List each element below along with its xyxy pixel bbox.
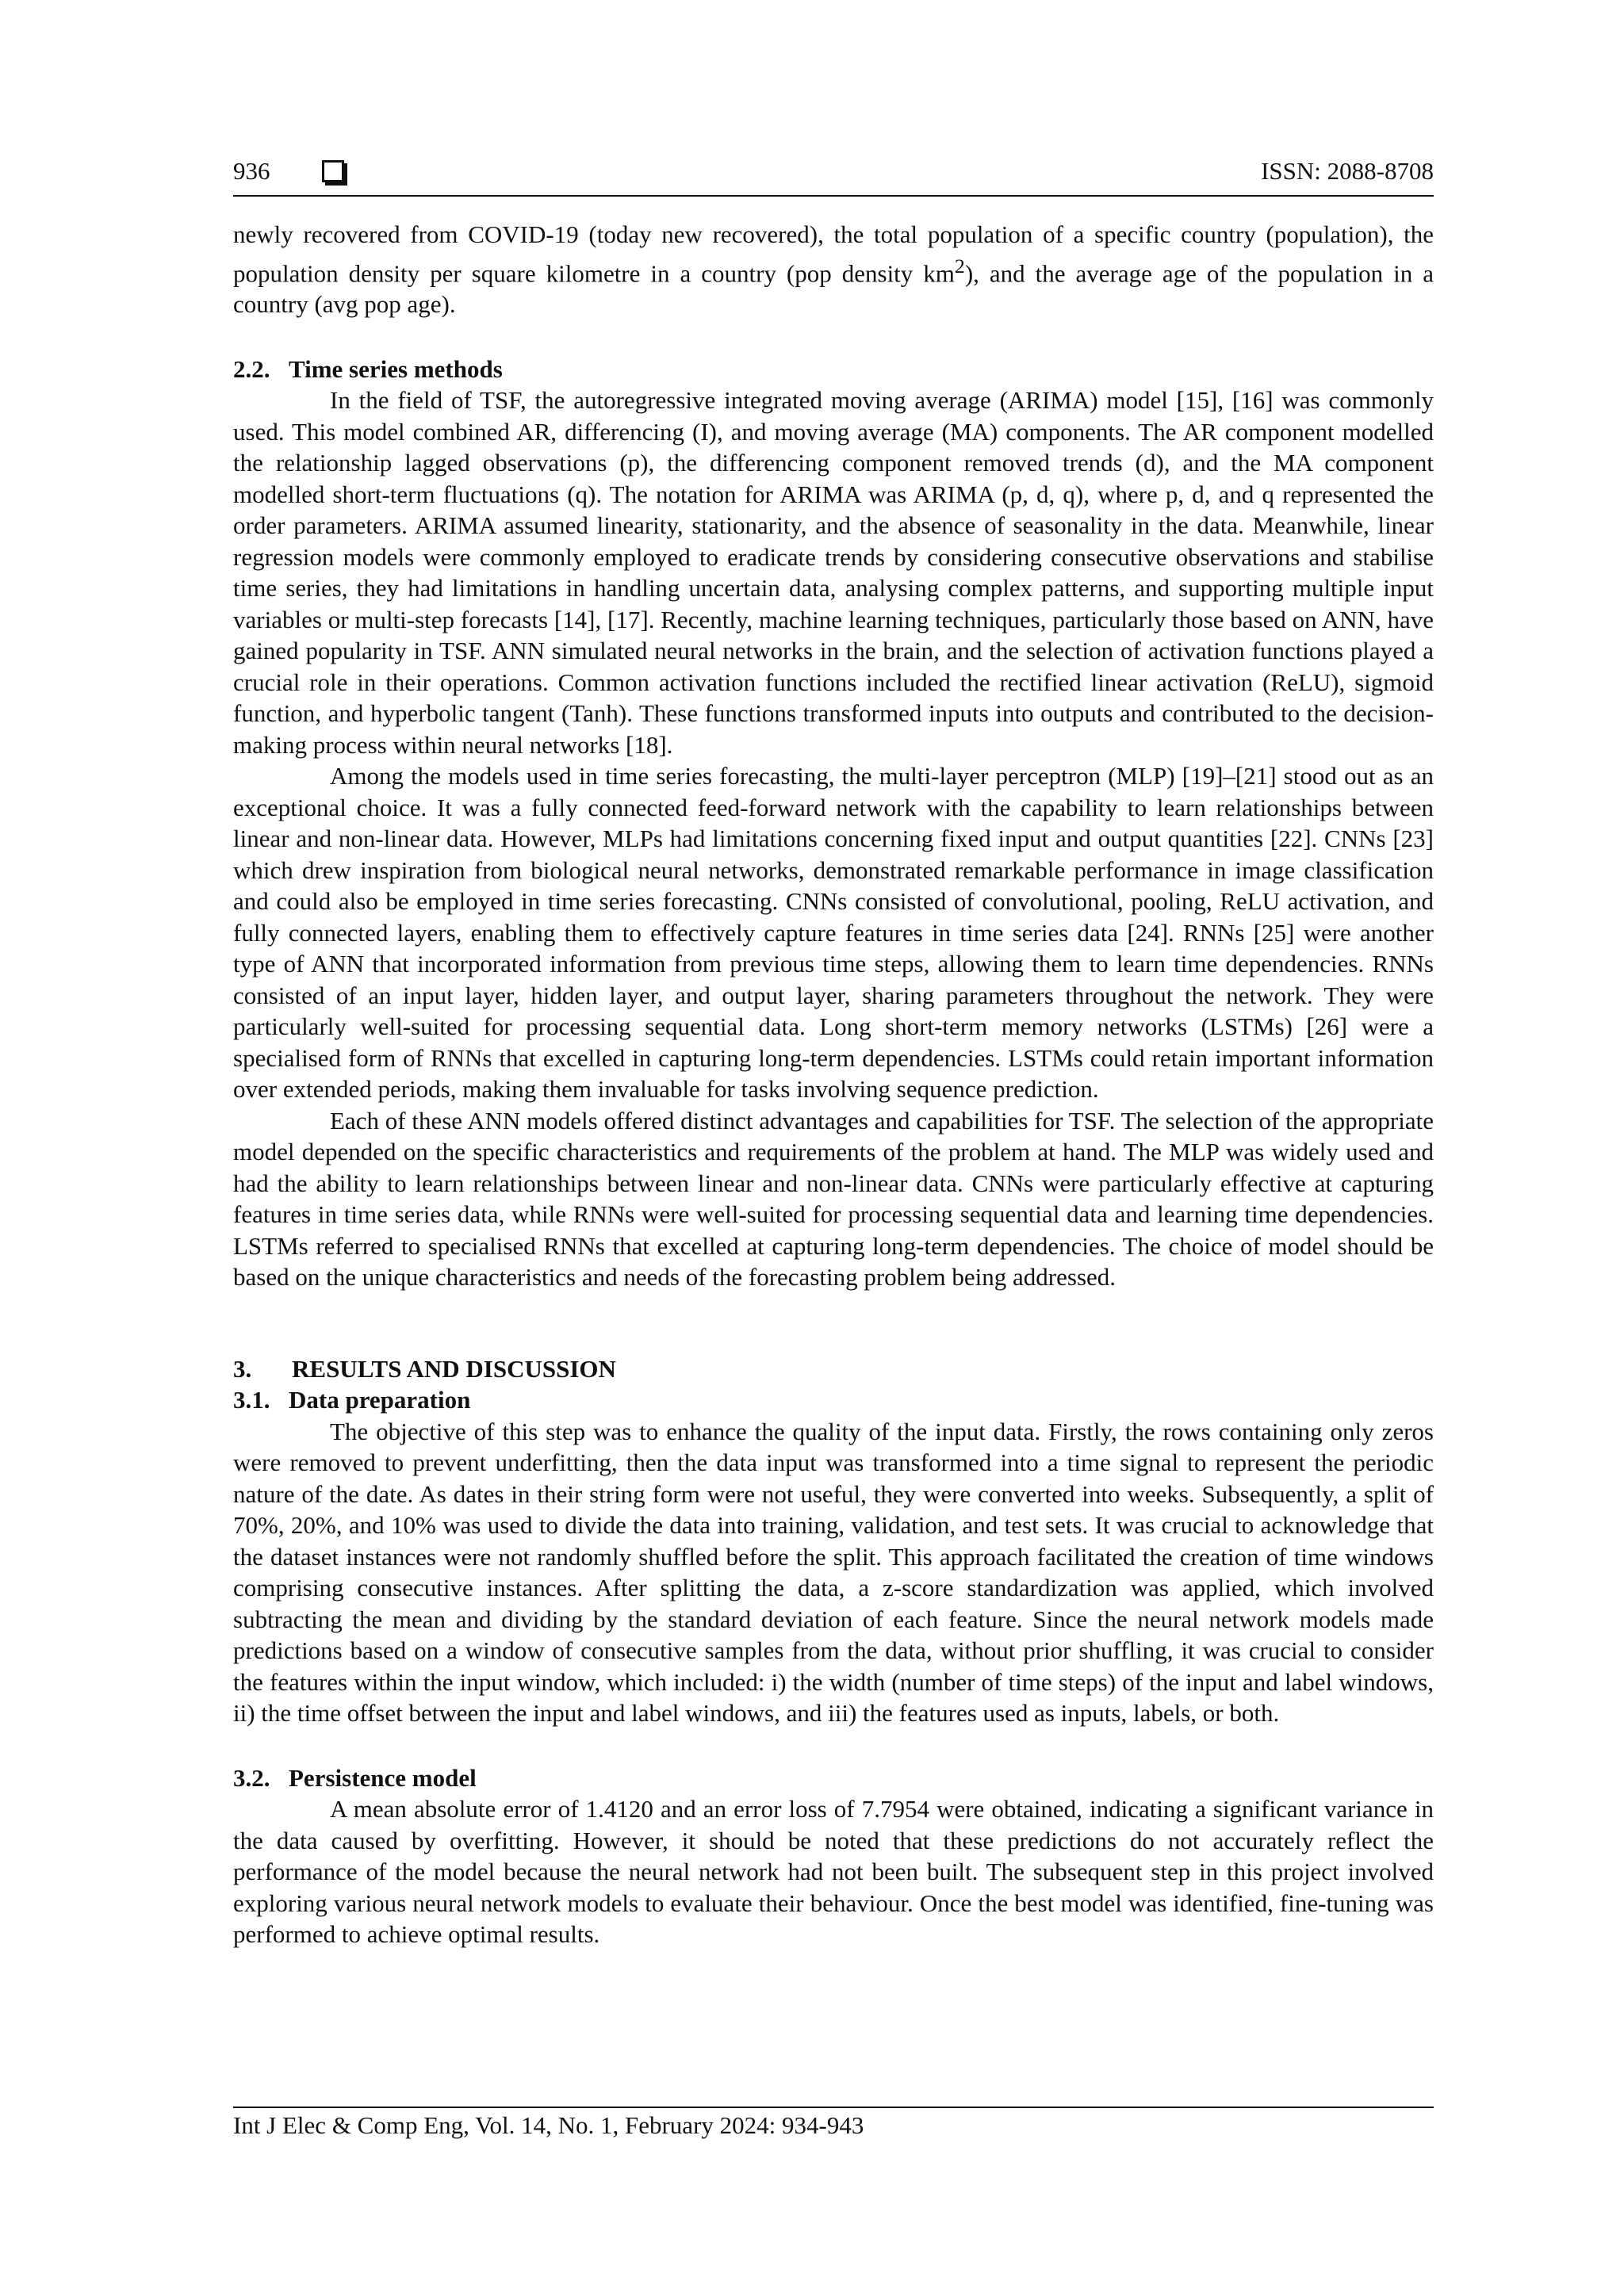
paragraph: A mean absolute error of 1.4120 and an error loss of 7.7954 were obtained, indicating a significant variance in the data caused by overfitting. However, it should be noted that these predictions do not accurately reflect the performance of the model because the neural network had not been built. The subsequent step in this project involved exploring various neural network models to evaluate their behaviour. Once the best model was identified, fine-tuning was performed to achieve optimal results. (233, 1795, 1434, 1949)
section-heading-3: 3. RESULTS AND DISCUSSION (233, 1354, 616, 1383)
page-header (233, 154, 1434, 197)
section-heading-3-2: 3.2. Persistence model (233, 1763, 477, 1792)
superscript-2: 2 (954, 254, 965, 277)
page-number: 936 (233, 157, 270, 185)
paragraph: In the field of TSF, the autoregressive integrated moving average (ARIMA) model [15], [16] was commonly used. This model combined AR, differencing (I), and moving average (MA) components. The AR component modelled the relationship lagged observations (p), the differencing component removed trends (d), and the MA component modelled short-term fluctuations (q). The notation for ARIMA was ARIMA (p, d, q), where p, d, and q represented the order parameters. ARIMA assumed linearity, stationarity, and the absence of seasonality in the data. Meanwhile, linear regression models were commonly employed to eradicate trends by considering consecutive observations and stabilise time series, they had limitations in handling uncertain data, analysing complex patterns, and supporting multiple input variables or multi-step forecasts [14], [17]. Recently, machine learning techniques, particularly those based on ANN, have gained popularity in TSF. ANN simulated neural networks in the brain, and the selection of activation functions played a crucial role in their operations. Common activation functions included the rectified linear activation (ReLU), sigmoid function, and hyperbolic tangent (Tanh). These functions transformed inputs into outputs and contributed to the decision-making process within neural networks [18]. (233, 386, 1434, 759)
paragraph: Each of these ANN models offered distinct advantages and capabilities for TSF. The selection of the appropriate model depended on the specific characteristics and requirements of the problem at hand. The MLP was widely used and had the ability to learn relationships between linear and non-linear data. CNNs were particularly effective at capturing features in time series data, while RNNs were well-suited for processing sequential data and learning time dependencies. LSTMs referred to specialised RNNs that excelled at capturing long-term dependencies. The choice of model should be based on the unique characteristics and needs of the forecasting problem being addressed. (233, 1106, 1434, 1292)
intro-paragraph: newly recovered from COVID-19 (today new recovered), the total population of a specific country (population), the population density per square kilometre in a country (pop density $km^2$), and the average age of the population in a country (avg pop age). (233, 220, 1434, 319)
issn-label: ISSN: 2088-8708 (1261, 157, 1434, 185)
journal-citation: Int J Elec & Comp Eng, Vol. 14, No. 1, February 2024: 934-943 (233, 2111, 864, 2139)
page-footer (233, 2107, 1434, 2140)
paragraph: The objective of this step was to enhance the quality of the input data. Firstly, the rows containing only zeros were removed to prevent underfitting, then the data input was transformed into a time signal to represent the periodic nature of the date. As dates in their string form were not useful, they were converted into weeks. Subsequently, a split of 70%, 20%, and 10% was used to divide the data into training, validation, and test sets. It was crucial to acknowledge that the dataset instances were not randomly shuffled before the split. This approach facilitated the creation of time windows comprising consecutive instances. After splitting the data, a z-score standardization was applied, which involved subtracting the mean and dividing by the standard deviation of each feature. Since the neural network models made predictions based on a window of consecutive samples from the data, without prior shuffling, it was crucial to consider the features within the input window, which included: i) the width (number of time steps) of the input and label windows, ii) the time offset between the input and label windows, and iii) the features used as inputs, labels, or both. (233, 1417, 1434, 1728)
checkbox-square-icon (322, 160, 344, 182)
section-heading-2-2: 2.2. Time series methods (233, 354, 503, 383)
paragraph: Among the models used in time series forecasting, the multi-layer perceptron (MLP) [19]–[21] stood out as an exceptional choice. It was a fully connected feed-forward network with the capability to learn relationships between linear and non-linear data. However, MLPs had limitations concerning fixed input and output quantities [22]. CNNs [23] which drew inspiration from biological neural networks, demonstrated remarkable performance in image classification and could also be employed in time series forecasting. CNNs consisted of convolutional, pooling, ReLU activation, and fully connected layers, enabling them to effectively capture features in time series data [24]. RNNs [25] were another type of ANN that incorporated information from previous time steps, allowing them to learn time dependencies. RNNs consisted of an input layer, hidden layer, and output layer, sharing parameters throughout the network. They were particularly well-suited for processing sequential data. Long short-term memory networks (LSTMs) [26] were a specialised form of RNNs that excelled in capturing long-term dependencies. LSTMs could retain important information over extended periods, making them invaluable for tasks involving sequence prediction. (233, 762, 1434, 1104)
section-heading-3-1: 3.1. Data preparation (233, 1386, 471, 1414)
page-body (233, 219, 1434, 1950)
